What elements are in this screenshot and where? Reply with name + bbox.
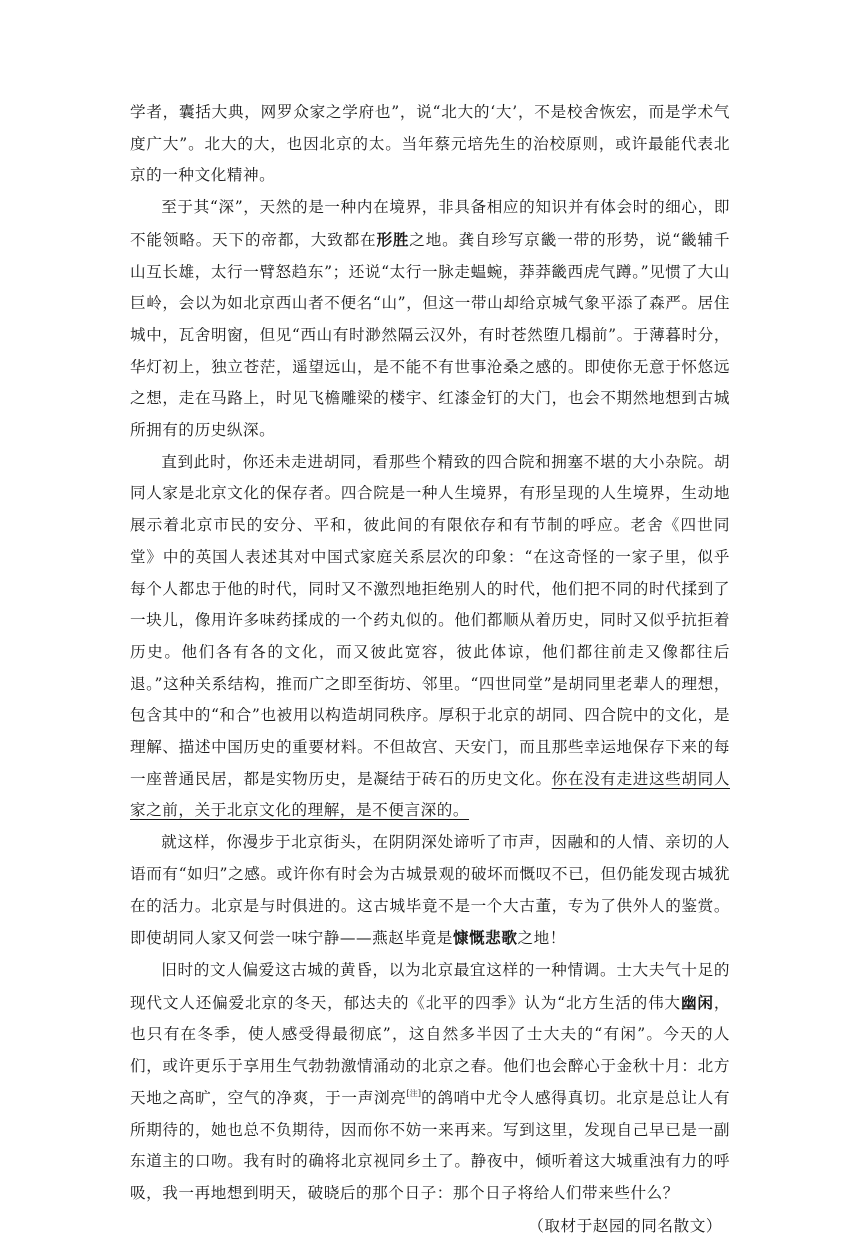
paragraph-5-text-d: 的鸽哨中尤令人感得真切。北京是总让人有所期待的，她也总不负期待，因而你不妨一来再来。写到这里，发现自己早已是一副东道主的口吻。我有时的确将北京视同乡土了。静夜中，倾听着这大城重浊有力的呼吸，我一再地想到明天，破晓后的那个日子：那个日子将给人们带来些什么？ [130,1088,730,1202]
paragraph-1-text: 学者，囊括大典，网罗众家之学府也”，说“北大的‘大’，不是校舍恢宏，而是学术气度广大”。北大的大，也因北京的太。当年蔡元培先生的治校原则，或许最能代表北京的一种文化精神。 [130,103,730,185]
bold-term-xingsheng: 形胜 [376,229,410,249]
paragraph-1 [130,97,730,192]
article-body [130,97,730,1242]
source-attribution: （取材于赵园的同名散文） [528,1216,722,1235]
paragraph-4-text-a: 就这样，你漫步于北京街头，在阴阴深处谛听了市声，因融和的人情、亲切的人语而有“如归”之感。或许你有时会为古城景观的破坏而慨叹不已，但仍能发现古城犹在的活力。北京是与时俱进的。这古城毕竟不是一个大古董，专为了供外人的鉴赏。即使胡同人家又何尝一味宁静——燕赵毕竟是 [130,833,730,948]
paragraph-2 [130,192,730,447]
paragraph-5 [130,955,730,1210]
paragraph-3-text: 直到此时，你还未走进胡同，看那些个精致的四合院和拥塞不堪的大小杂院。胡同人家是北京文化的保存者。四合院是一种人生境界，有形呈现的人生境界，生动地展示着北京市民的安分、平和，彼此间的有限依存和有节制的呼应。老舍《四世同堂》中的英国人表述其对中国式家庭关系层次的印象：“在这奇怪的一家子里，似乎每个人都忠于他的时代，同时又不激烈地拒绝别人的时代，他们把不同的时代揉到了一块儿，像用许多味药揉成的一个药丸似的。他们都顺从着历史，同时又似乎抗拒着历史。他们各有各的文化，而又彼此宽容，彼此体谅，他们都往前走又像都往后退。”这种关系结构，推而广之即至街坊、邻里。“四世同堂”是胡同里老辈人的理想，包含其中的“和合”也被用以构造胡同秩序。厚积于北京的胡同、四合院中的文化，是理解、描述中国历史的重要材料。不但故宫、天安门，而且那些幸运地保存下来的每一座普通民居，都是实物历史，是凝结于砖石的历史文化。 [130,452,730,788]
footnote-marker: [注] [406,1088,421,1098]
paragraph-2-text-c: 之地。龚自珍写京畿一带的形势，说“畿辅千山互长雄，太行一臂怒趋东”；还说“太行一脉走蝹蜿，莽莽畿西虎气蹲。”见惯了大山巨岭，会以为如北京西山者不便名“山”，但这一带山却给京城气象平添了森严。居住城中，瓦舍明窗，但见“西山有时渺然隔云汉外，有时苍然堕几榻前”。于薄暮时分，华灯初上，独立苍茫，遥望远山，是不能不有世事沧桑之感的。即使你无意于怀悠远之想，走在马路上，时见飞檐雕梁的楼宇、红漆金钉的大门，也会不期然地想到古城所拥有的历史纵深。 [130,230,730,440]
paragraph-5-text-a: 旧时的文人偏爱这古城的黄昏，以为北京最宜这样的一种情调。士大夫气十足的现代文人还偏爱北京的冬天，郁达夫的《北平的四季》认为“北方生活的伟大 [130,960,730,1012]
paragraph-5-text-c: ，也只有在冬季，使人感受得最彻底”，这自然多半因了士大夫的“有闲”。今天的人们，或许更乐于享用生气勃勃激情涌动的北京之春。他们也会醉心于金秋十月：北方天地之高旷，空气的净爽，于一声浏亮 [130,993,730,1107]
paragraph-4-text-c: 之地！ [517,929,566,948]
paragraph-2-text-a: 至于其“深”，天然的是一种内在境界，非具备相应的知识并有体会时的细心，即不能领略。天下的帝都，大致都在 [130,198,730,249]
paragraph-3 [130,447,730,827]
paragraph-4 [130,827,730,955]
bold-term-youxian: 幽闲 [680,992,714,1012]
bold-term-kangkai: 慷慨悲歌 [452,928,518,948]
underlined-sentence: 你在没有走进这些胡同人家之前，关于北京文化的理解，是不便言深的。 [130,769,730,820]
